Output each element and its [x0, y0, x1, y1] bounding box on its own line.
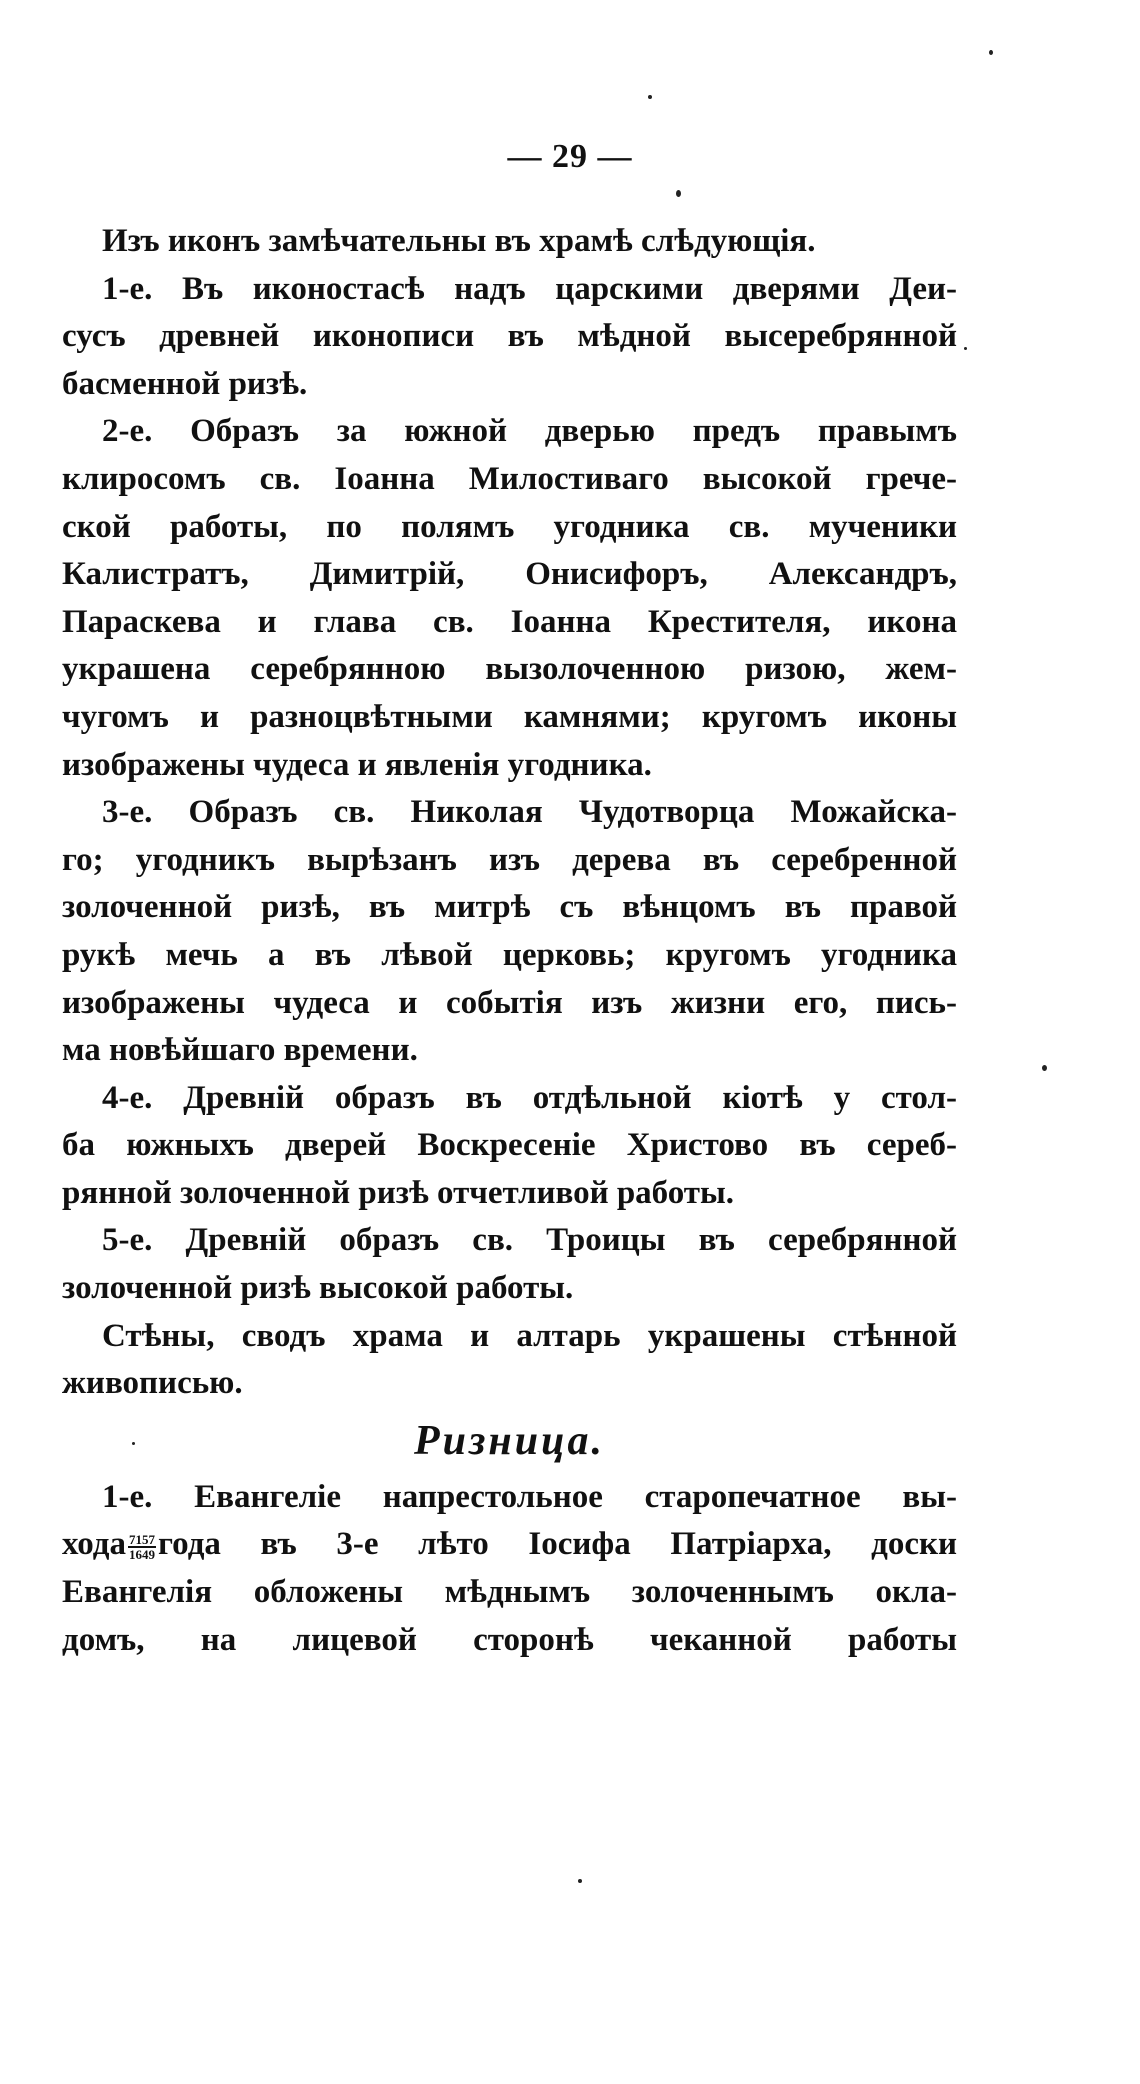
icon-item-4-paragraph — [62, 1075, 957, 1218]
text-line: изображены чудеса и явленія угодника. — [62, 746, 652, 783]
scan-speck — [1042, 1065, 1047, 1071]
text-line: 1-е. Евангеліе напрестольное старопечатное вы- — [102, 1478, 957, 1515]
text-line: 5-е. Древній образъ св. Троицы въ серебрянной — [102, 1222, 957, 1259]
text-line: Параскева и глава св. Іоанна Крестителя, икона — [62, 603, 957, 640]
walls-paragraph — [62, 1313, 957, 1408]
scan-speck — [989, 50, 993, 55]
text-line: Евангелія обложены мѣднымъ золоченнымъ окла- — [62, 1574, 957, 1611]
text-line: го; угодникъ вырѣзанъ изъ дерева въ серебренной — [62, 841, 957, 878]
text-line: сусъ древней иконописи въ мѣдной высеребрянной — [62, 318, 957, 355]
page-body-text — [62, 218, 957, 1664]
text-line: живописью. — [62, 1365, 243, 1402]
text-line-with-fraction — [62, 1521, 957, 1569]
scan-speck — [132, 1442, 135, 1445]
text-line: 3-е. Образъ св. Николая Чудотворца Можайска- — [102, 794, 957, 831]
fraction-denominator: 1649 — [129, 1546, 155, 1562]
section-heading: Ризница. — [414, 1417, 605, 1464]
icon-item-5-paragraph — [62, 1217, 957, 1312]
text-line: ской работы, по полямъ угодника св. мученики — [62, 508, 957, 545]
text-line: басменной ризѣ. — [62, 365, 308, 402]
intro-line: Изъ иконъ замѣчательны въ храмѣ слѣдующія. — [102, 223, 816, 259]
scan-speck — [676, 190, 681, 197]
text-line: ба южныхъ дверей Воскресеніе Христово въ сереб- — [62, 1127, 957, 1164]
text-line: чугомъ и разноцвѣтными камнями; кругомъ иконы — [62, 698, 957, 735]
scan-speck — [964, 347, 967, 350]
scan-speck — [578, 1879, 582, 1883]
text-line: рукѣ мечь а въ лѣвой церковь; кругомъ угодника — [62, 936, 957, 973]
fraction-numerator: 7157 — [129, 1531, 155, 1547]
text-line: украшена серебрянною вызолоченною ризою, жем- — [62, 651, 957, 688]
text-line: золоченной ризѣ, въ митрѣ съ вѣнцомъ въ правой — [62, 889, 957, 926]
text-fragment: хода — [62, 1526, 126, 1563]
text-line: ма новѣйшаго времени. — [62, 1032, 418, 1069]
page-number: — 29 — — [507, 138, 633, 175]
text-line: золоченной ризѣ высокой работы. — [62, 1270, 574, 1307]
text-line: Стѣны, сводъ храма и алтарь украшены стѣнной — [102, 1317, 957, 1354]
text-line: 1-е. Въ иконостасѣ надъ царскими дверями Деи- — [102, 270, 957, 307]
text-line: 2-е. Образъ за южной дверью предъ правымъ — [102, 413, 957, 450]
year-fraction — [128, 1533, 156, 1561]
text-line: Калистратъ, Димитрій, Онисифоръ, Александръ, — [62, 556, 957, 593]
vestry-item-1-paragraph — [62, 1474, 957, 1664]
text-line: домъ, на лицевой сторонѣ чеканной работы — [62, 1621, 957, 1658]
text-line: изображены чудеса и событія изъ жизни его, пись- — [62, 984, 957, 1021]
icon-item-3-paragraph — [62, 789, 957, 1075]
text-line: 4-е. Древній образъ въ отдѣльной кіотѣ у стол- — [102, 1079, 957, 1116]
icon-item-2-paragraph — [62, 408, 957, 789]
text-fragment: года въ 3-е лѣто Іосифа Патріарха, доски — [158, 1526, 957, 1563]
icon-item-1-paragraph — [62, 266, 957, 409]
text-line: клиросомъ св. Іоанна Милостиваго высокой грече- — [62, 460, 957, 497]
text-line: рянной золоченной ризѣ отчетливой работы. — [62, 1174, 735, 1211]
scan-speck — [648, 95, 652, 99]
